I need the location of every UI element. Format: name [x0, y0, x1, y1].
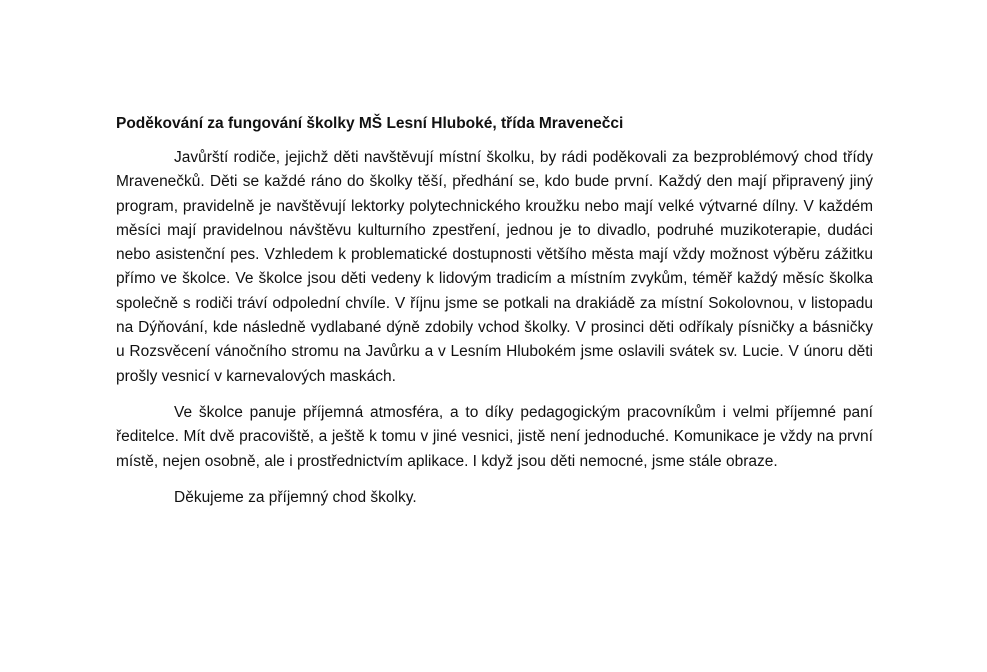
paragraph-activities: Javůrští rodiče, jejichž děti navštěvují místní školku, by rádi poděkovali za bezproblémový chod třídy Mravenečků. Děti se každé ráno do školky těší, předhání se, kdo bude první. Každý den mají připravený jiný program, pravidelně je navštěvují lektorky polytechnického kroužku nebo mají velké výtvarné dílny. V každém měsíci mají pravidelnou návštěvu kulturního zpestření, jednou je to divadlo, podruhé muzikoterapie, dudáci nebo asistenční pes. Vzhledem k problematické dostupnosti většího města mají vždy možnost výběru zážitku přímo ve školce. Ve školce jsou děti vedeny k lidovým tradicím a místním zvykům, téměř každý měsíc školka společně s rodiči tráví odpolední chvíle. V říjnu jsme se potkali na drakiádě za místní Sokolovnou, v listopadu na Dýňování, kde následně vydlabané dýně zdobily vchod školky. V prosinci děti odříkaly písničky a básničky u Rozsvěcení vánočního stromu na Javůrku a v Lesním Hlubokém jsme oslavili svátek sv. Lucie. V únoru děti prošly vesnicí v karnevalových maskách.	[116, 149, 873, 385]
paragraph-atmosphere: Ve školce panuje příjemná atmosféra, a to díky pedagogickým pracovníkům i velmi příjemné paní ředitelce. Mít dvě pracoviště, a ještě k tomu v jiné vesnici, jistě není jednoduché. Komunikace je vždy na první místě, nejen osobně, ale i prostřednictvím aplikace. I když jsou děti nemocné, jsme stále obraze.	[116, 403, 873, 470]
paragraph-thanks: Děkujeme za příjemný chod školky.	[174, 488, 417, 506]
document-title: Poděkování za fungování školky MŠ Lesní Hluboké, třída Mravenečci	[116, 115, 624, 132]
document-page	[116, 114, 873, 510]
